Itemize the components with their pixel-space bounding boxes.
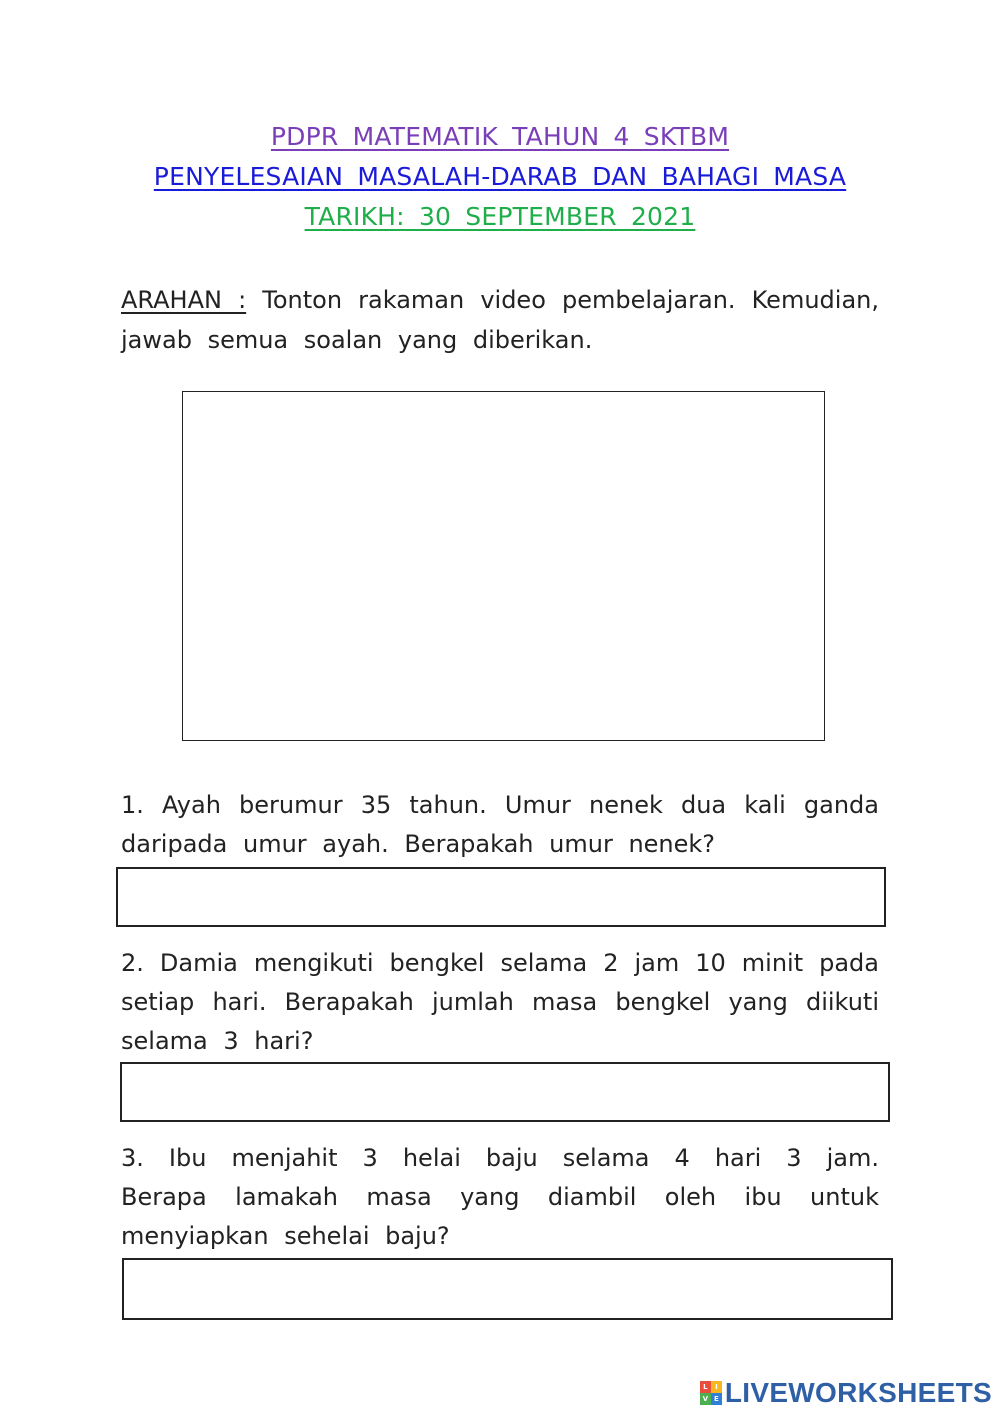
question-2: 2. Damia mengikuti bengkel selama 2 jam 10 minit pada setiap hari. Berapakah jumlah masa bengkel yang diikuti selama 3 hari?: [121, 949, 879, 1055]
logo-letter-i: I: [711, 1381, 722, 1393]
video-player[interactable]: [182, 391, 825, 741]
answer-box-2[interactable]: [120, 1062, 890, 1122]
liveworksheets-logo-icon: [700, 1381, 722, 1405]
question-3: 3. Ibu menjahit 3 helai baju selama 4 hari 3 jam. Berapa lamakah masa yang diambil oleh ibu untuk menyiapkan sehelai baju?: [121, 1144, 879, 1250]
worksheet-topic: PENYELESAIAN MASALAH-DARAB DAN BAHAGI MASA: [153, 162, 847, 191]
logo-letter-e: E: [711, 1393, 722, 1405]
instruction-paragraph: [121, 280, 879, 360]
worksheet-title: PDPR MATEMATIK TAHUN 4 SKTBM: [270, 122, 730, 151]
logo-letter-l: L: [700, 1381, 711, 1393]
answer-box-1[interactable]: [116, 867, 886, 927]
logo-letter-v: V: [700, 1393, 711, 1405]
worksheet-date: TARIKH: 30 SEPTEMBER 2021: [304, 202, 696, 231]
instruction-text: Tonton rakaman video pembelajaran. Kemudian, jawab semua soalan yang diberikan.: [121, 286, 879, 354]
brand-name: LIVEWORKSHEETS: [724, 1377, 992, 1408]
liveworksheets-brand[interactable]: [700, 1378, 992, 1408]
instruction-label: ARAHAN :: [121, 286, 247, 314]
answer-box-3[interactable]: [122, 1258, 893, 1320]
question-1: 1. Ayah berumur 35 tahun. Umur nenek dua kali ganda daripada umur ayah. Berapakah umur nenek?: [121, 791, 879, 858]
